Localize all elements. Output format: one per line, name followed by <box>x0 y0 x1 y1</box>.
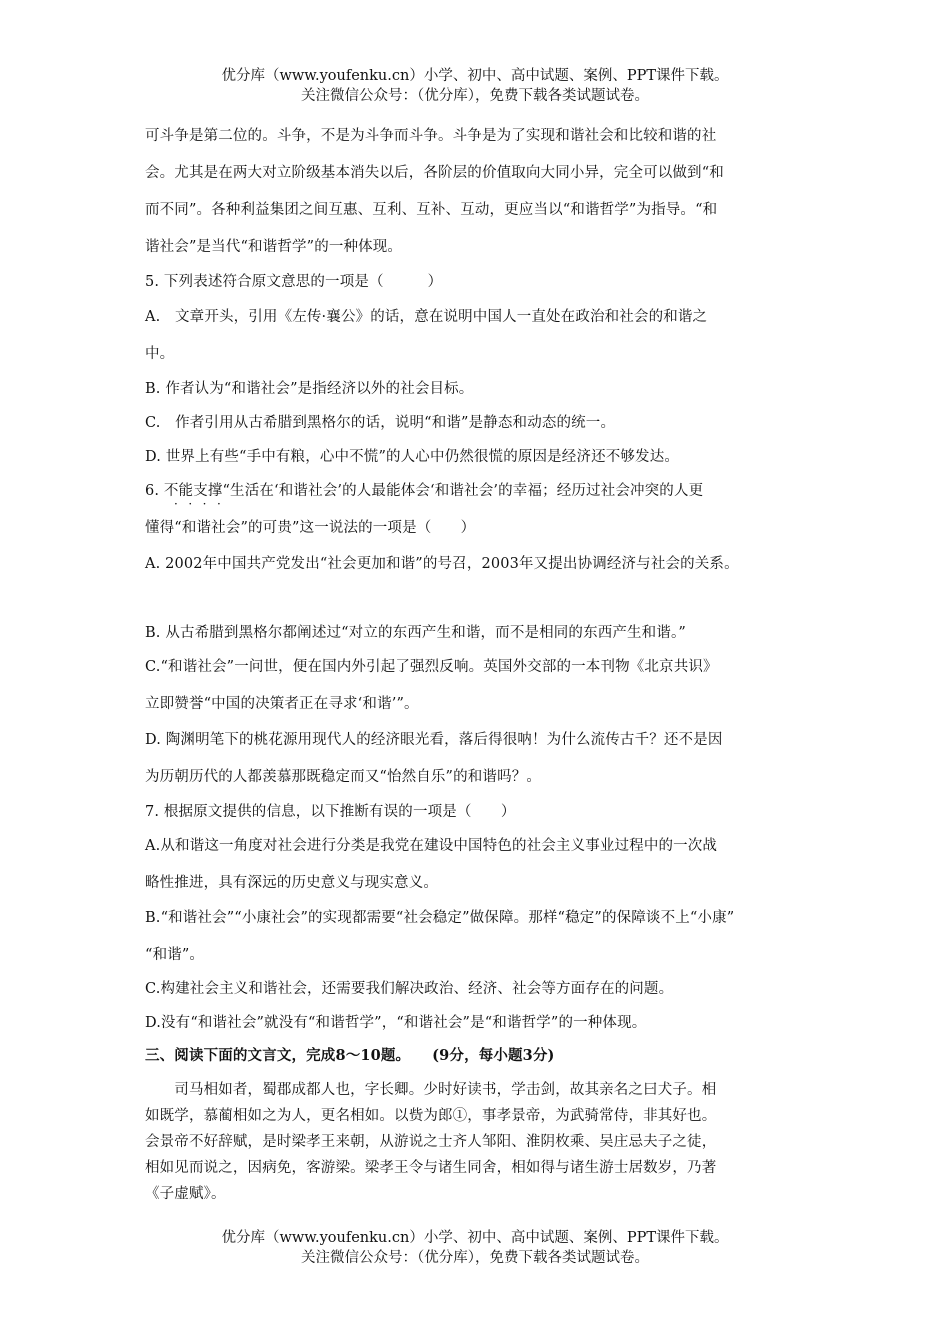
footer-line-2: 关注微信公众号：（优分库），免费下载各类试题试卷。 <box>301 1250 649 1266</box>
option-c-cont: 立即赞誉“中国的决策者正在寻求‘和谐’”。 <box>145 696 419 712</box>
classical-text-line: 相如见而说之，因病免，客游梁。梁孝王令与诸生同舍，相如得与诸生游士居数岁，乃著 <box>145 1160 717 1176</box>
section-heading <box>145 1046 555 1066</box>
question-5: 5. 下列表述符合原文意思的一项是（ ） <box>145 274 443 290</box>
header-line-1: 优分库（www.youfenku.cn）小学、初中、高中试题、案例、PPT课件下载。 <box>221 68 729 84</box>
question-6-cont: 懂得“和谐社会”的可贵”这一说法的一项是（ ） <box>145 520 476 536</box>
option-d: D.没有“和谐社会”就没有“和谐哲学”，“和谐社会”是“和谐哲学”的一种体现。 <box>145 1015 647 1031</box>
option-b: B. 作者认为“和谐社会”是指经济以外的社会目标。 <box>145 381 474 397</box>
option-c: C. 作者引用从古希腊到黑格尔的话，说明“和谐”是静态和动态的统一。 <box>145 415 616 431</box>
option-a: A. 2002年中国共产党发出“社会更加和谐”的号召，2003年又提出协调经济与社会的关系。 <box>145 556 739 572</box>
option-c: C.“和谐社会”一问世，便在国内外引起了强烈反响。英国外交部的一本刊物《北京共识》 <box>145 659 718 675</box>
page-header <box>0 66 950 106</box>
option-d: D. 世界上有些“手中有粮，心中不慌”的人心中仍然很慌的原因是经济还不够发达。 <box>145 449 679 465</box>
body-line: 可斗争是第二位的。斗争，不是为斗争而斗争。斗争是为了实现和谐社会和比较和谐的社 <box>145 128 717 144</box>
emphasis-dots: ···· <box>174 497 232 511</box>
classical-text-line: 会景帝不好辞赋，是时梁孝王来朝，从游说之士齐人邹阳、淮阴枚乘、吴庄忌夫子之徒， <box>145 1134 717 1150</box>
page-footer <box>0 1228 950 1268</box>
option-a-cont: 中。 <box>145 346 175 362</box>
body-line: 会。尤其是在两大对立阶级基本消失以后，各阶层的价值取向大同小异，完全可以做到“和 <box>145 165 724 181</box>
option-b: B.“和谐社会”“小康社会”的实现都需要“社会稳定”做保障。那样“稳定”的保障谈不上“小康” <box>145 910 735 926</box>
option-a: A.从和谐这一角度对社会进行分类是我党在建设中国特色的社会主义事业过程中的一次战 <box>145 838 718 854</box>
question-6: 6. 不能支撑“生活在‘和谐社会’的人最能体会‘和谐社会’的幸福；经历过社会冲突的人更 <box>145 483 704 499</box>
option-b: B. 从古希腊到黑格尔都阐述过“对立的东西产生和谐，而不是相同的东西产生和谐。” <box>145 625 686 641</box>
option-a: A. 文章开头，引用《左传·襄公》的话，意在说明中国人一直处在政治和社会的和谐之 <box>145 309 708 325</box>
option-c: C.构建社会主义和谐社会，还需要我们解决政治、经济、社会等方面存在的问题。 <box>145 981 674 997</box>
classical-text-line: 如既学，慕蔺相如之为人，更名相如。以赀为郎①，事孝景帝，为武骑常侍，非其好也。 <box>145 1108 717 1124</box>
footer-line-1: 优分库（www.youfenku.cn）小学、初中、高中试题、案例、PPT课件下载。 <box>221 1230 729 1246</box>
body-line: 谐社会”是当代“和谐哲学”的一种体现。 <box>145 239 403 255</box>
classical-text-line: 司马相如者，蜀郡成都人也，字长卿。少时好读书，学击剑，故其亲名之曰犬子。相 <box>145 1082 717 1098</box>
body-line: 而不同”。各种利益集团之间互惠、互利、互补、互动，更应当以“和谐哲学”为指导。“和 <box>145 202 718 218</box>
option-d: D. 陶渊明笔下的桃花源用现代人的经济眼光看，落后得很呐！为什么流传古千？还不是因 <box>145 732 723 748</box>
question-7: 7. 根据原文提供的信息，以下推断有误的一项是（ ） <box>145 804 516 820</box>
classical-text-line: 《子虚赋》。 <box>145 1186 226 1202</box>
header-line-2: 关注微信公众号：（优分库），免费下载各类试题试卷。 <box>301 88 649 104</box>
section-heading-text: 三、阅读下面的文言文，完成8～10题。 (9分，每小题3分) <box>145 1047 555 1064</box>
option-d-cont: 为历朝历代的人都羡慕那既稳定而又“怡然自乐”的和谐吗？。 <box>145 769 542 785</box>
option-a-cont: 略性推进，具有深远的历史意义与现实意义。 <box>145 875 438 891</box>
option-b-cont: “和谐”。 <box>145 947 205 963</box>
